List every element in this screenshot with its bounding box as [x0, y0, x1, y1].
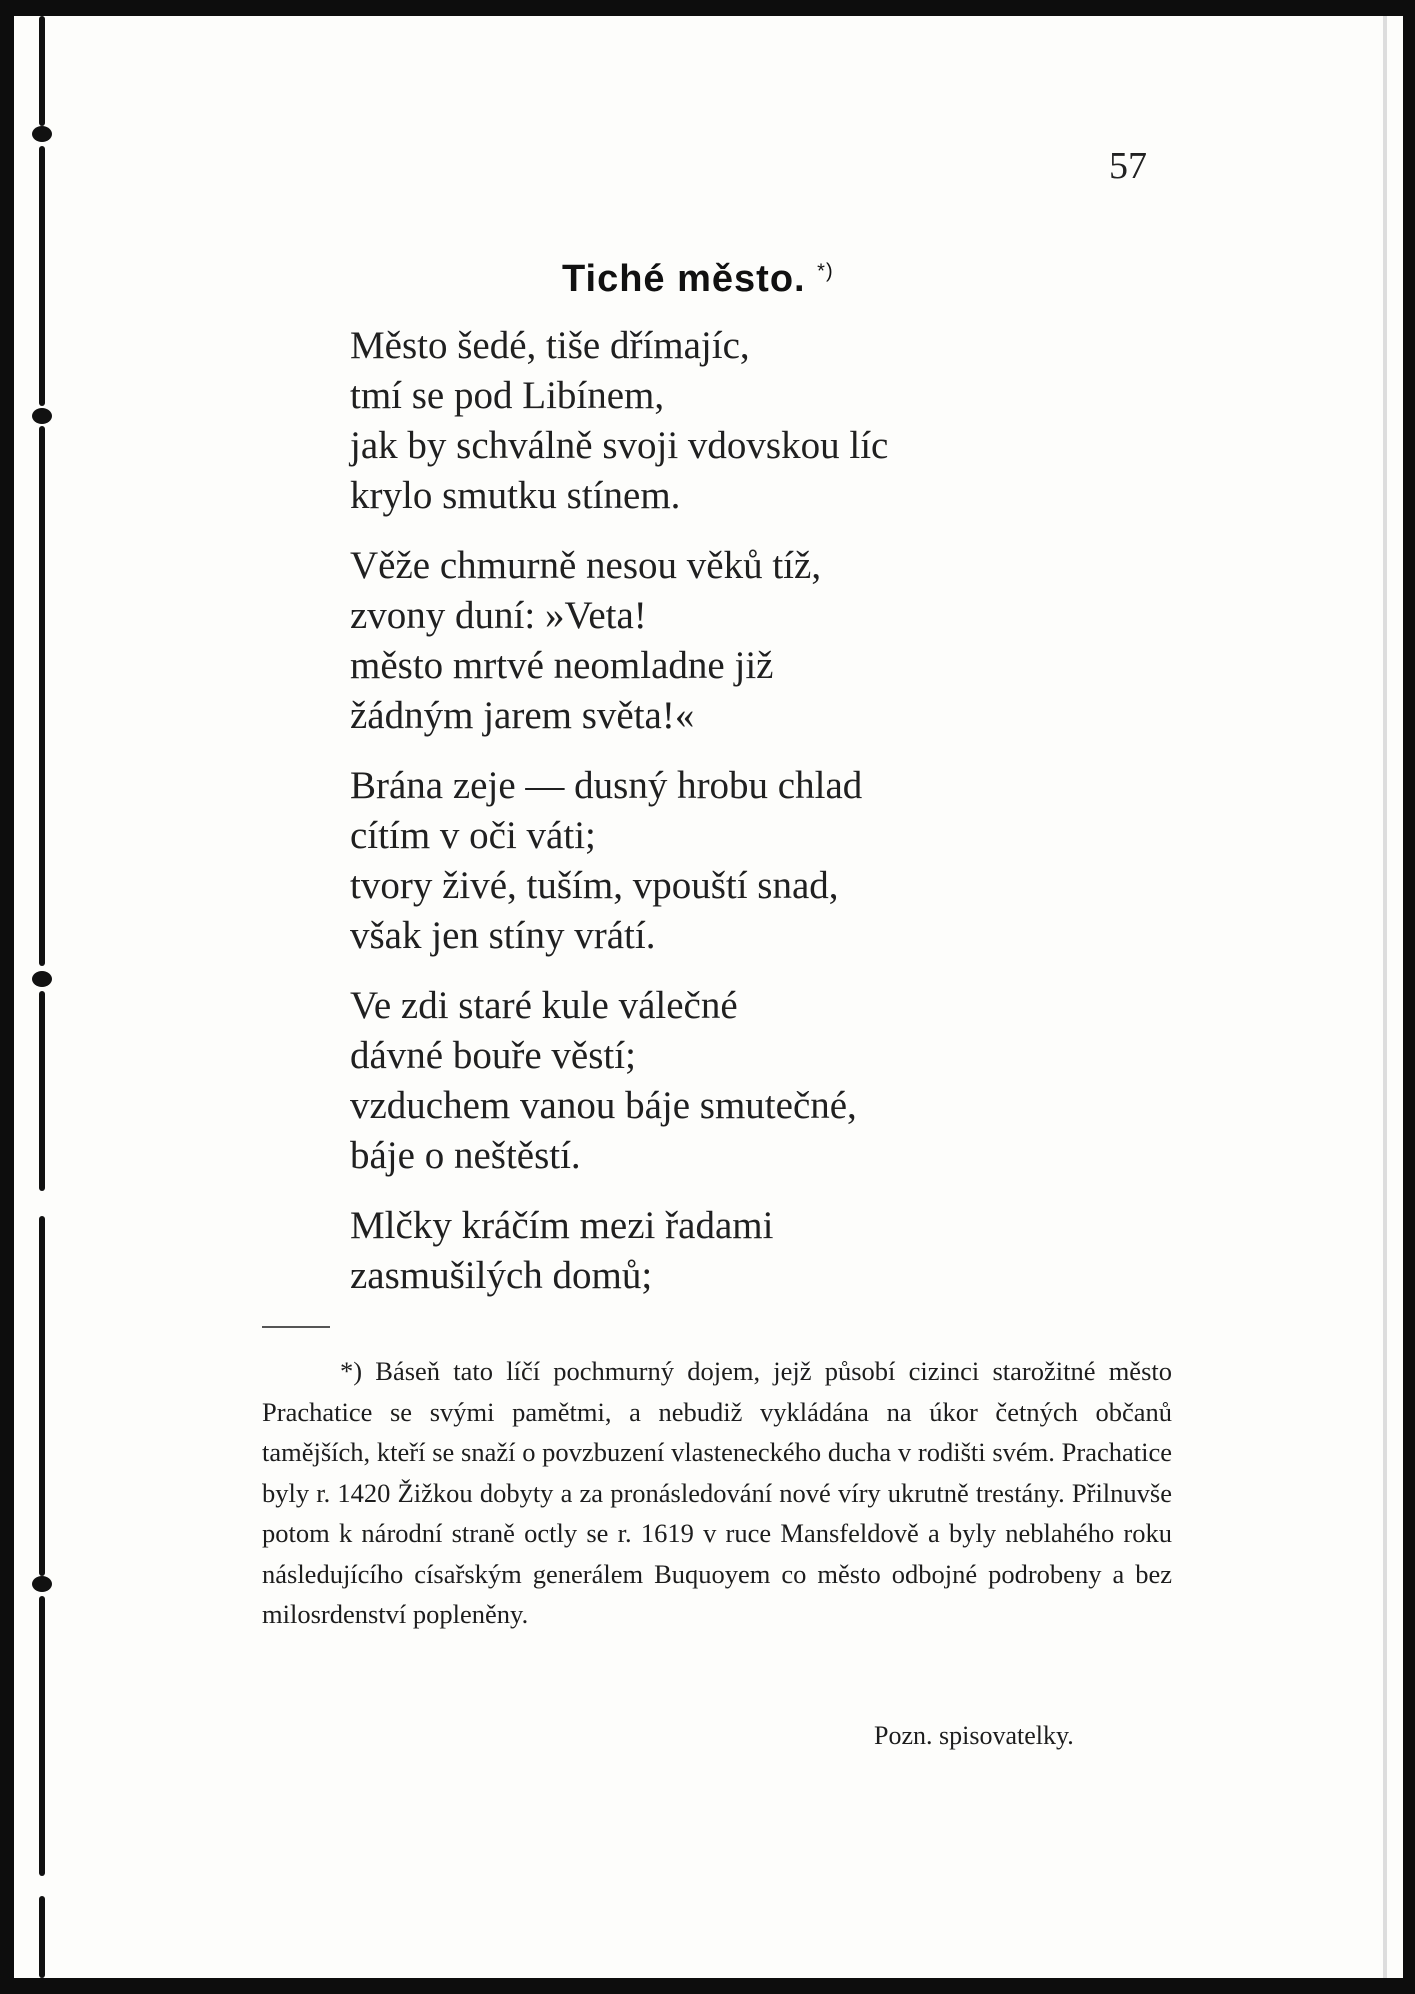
- footnote-marker: *): [817, 260, 834, 283]
- binding-edge: [14, 16, 74, 1978]
- poem-line: však jen stíny vrátí.: [350, 914, 656, 957]
- page-number: 57: [1109, 145, 1147, 187]
- poem-title: [562, 258, 834, 301]
- footnote-signature: Pozn. spisovatelky.: [874, 1721, 1074, 1750]
- poem-line: tvory živé, tuším, vpouští snad,: [350, 864, 839, 907]
- poem-line: tmí se pod Libínem,: [350, 374, 665, 417]
- stanza: [350, 1201, 1250, 1301]
- poem-line: krylo smutku stínem.: [350, 474, 681, 517]
- footnote-divider: [262, 1326, 330, 1328]
- poem-line: město mrtvé neomladne již: [350, 644, 774, 687]
- poem-line: zvony duní: »Veta!: [350, 594, 647, 637]
- stanza: [350, 761, 1250, 961]
- footnote-text: *) Báseň tato líčí pochmurný dojem, jejž působí cizinci starožitné město Prachatice se svými pamětmi, a nebudiž vykládána na úkor četných občanů tamějších, kteří se snaží o povzbuzení vlasteneckého ducha v rodišti svém. Prachatice byly r. 1420 Žižkou dobyty a za pronásledování nové víry ukrutně trestány. Přilnuvše potom k národní straně octly se r. 1619 v ruce Mansfeldově a byly neblahého roku následujícího císařským generálem Buquoyem co město odbojné podrobeny a bez milosrdenství popleněny.: [262, 1356, 1172, 1629]
- poem-line: vzduchem vanou báje smutečné,: [350, 1084, 857, 1127]
- poem-line: jak by schválně svoji vdovskou líc: [350, 424, 889, 467]
- poem-line: zasmušilých domů;: [350, 1254, 653, 1297]
- footnote: [262, 1351, 1172, 1635]
- stanza: [350, 321, 1250, 521]
- poem-line: Ve zdi staré kule válečné: [350, 984, 738, 1027]
- stanza: [350, 541, 1250, 741]
- poem-line: Město šedé, tiše dřímajíc,: [350, 324, 750, 367]
- page-edge: [1383, 16, 1387, 1978]
- book-page: [14, 16, 1403, 1978]
- stanza: [350, 981, 1250, 1181]
- poem-line: Věže chmurně nesou věků tíž,: [350, 544, 822, 587]
- poem-line: cítím v oči váti;: [350, 814, 596, 857]
- poem-line: báje o neštěstí.: [350, 1134, 581, 1177]
- poem-body: [350, 321, 1250, 1321]
- poem-line: dávné bouře věstí;: [350, 1034, 636, 1077]
- poem-line: Brána zeje — dusný hrobu chlad: [350, 764, 863, 807]
- poem-title-text: Tiché město.: [562, 258, 806, 300]
- poem-line: Mlčky kráčím mezi řadami: [350, 1204, 774, 1247]
- poem-line: žádným jarem světa!«: [350, 694, 695, 737]
